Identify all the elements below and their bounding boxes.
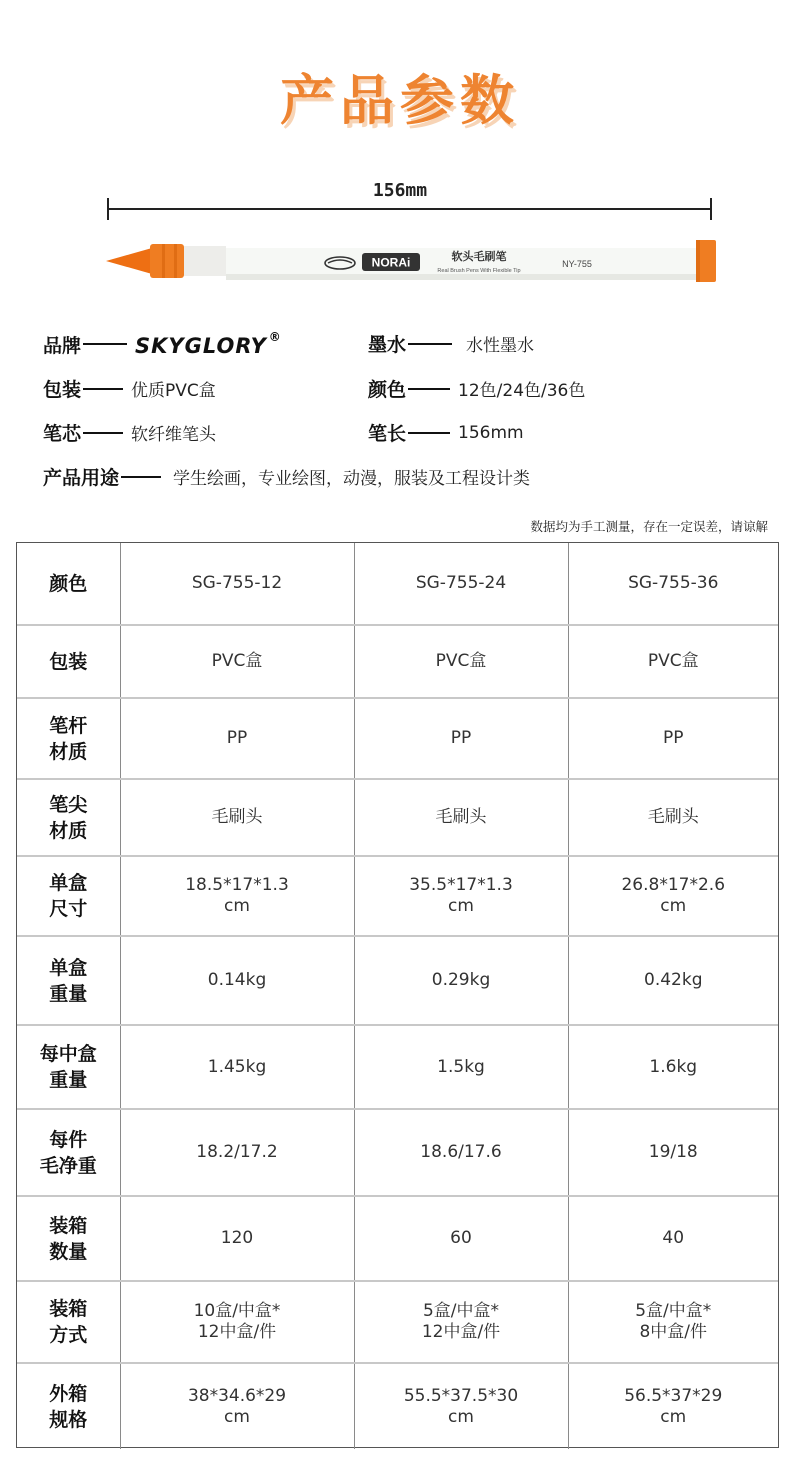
row-label — [17, 625, 120, 698]
row-label — [17, 936, 120, 1025]
cell-line: 55.5*37.5*30 — [403, 1385, 519, 1406]
row-label-line: 方式 — [49, 1324, 88, 1346]
pen-subtitle: Real Brush Pens With Flexible Tip — [437, 268, 521, 274]
table-cell — [354, 856, 568, 936]
cell-line: 0.14kg — [207, 970, 267, 990]
spec-length-label: 笔长 — [368, 423, 407, 445]
spec-ink-label: 墨水 — [368, 334, 407, 356]
table-cell — [354, 779, 568, 856]
cell-line: 0.29kg — [431, 970, 491, 990]
table-cell — [120, 1196, 354, 1281]
table-row — [17, 625, 778, 698]
table-row — [17, 779, 778, 856]
row-label — [17, 698, 120, 779]
row-label-line: 材质 — [49, 819, 88, 842]
spec-pack-value: 优质PVC盒 — [131, 381, 216, 401]
spec-core-value: 软纤维笔头 — [131, 425, 217, 445]
table-row — [17, 543, 778, 625]
row-label — [17, 543, 120, 625]
cell-line: 1.5kg — [437, 1056, 485, 1077]
table-row — [17, 1025, 778, 1109]
row-label-line: 包装 — [49, 650, 88, 673]
brush-pen-image — [104, 236, 720, 286]
spec-brand — [43, 330, 282, 358]
cell-line: SG-755-24 — [415, 573, 507, 593]
pen-grip — [184, 246, 228, 276]
cell-line: 1.45kg — [207, 1056, 267, 1077]
spec-usage — [43, 463, 530, 490]
table-row — [17, 698, 778, 779]
dimension-line — [108, 208, 712, 210]
table-row — [17, 936, 778, 1025]
table-cell — [120, 936, 354, 1025]
cell-line: 1.6kg — [649, 1056, 698, 1077]
cell-line: 5盒/中盒* — [635, 1301, 712, 1321]
table-cell — [568, 698, 778, 779]
pen-length-label: 156mm — [372, 180, 428, 201]
row-label-line: 毛净重 — [39, 1154, 97, 1177]
cell-line: cm — [448, 1406, 474, 1427]
measurement-note: 数据均为手工测量，存在一定误差，请谅解 — [530, 519, 768, 534]
params-table — [17, 543, 778, 1449]
row-label-line: 每中盒 — [39, 1043, 97, 1065]
spec-color-value: 12色/24色/36色 — [458, 381, 586, 401]
registered-mark: ® — [268, 330, 282, 344]
spec-ink-value: 水性墨水 — [466, 336, 535, 356]
row-label-line: 数量 — [49, 1240, 88, 1263]
table-cell — [568, 936, 778, 1025]
table-cell — [354, 1025, 568, 1109]
table-cell — [568, 1025, 778, 1109]
cell-line: 26.8*17*2.6 — [621, 875, 726, 895]
cell-line: SG-755-12 — [191, 573, 283, 593]
cell-line: 12中盒/件 — [197, 1322, 277, 1342]
skyglory-logo: SKYGLORY ® — [135, 330, 282, 358]
row-label-line: 每件 — [49, 1128, 88, 1151]
cell-line: cm — [224, 1406, 250, 1427]
table-cell — [120, 698, 354, 779]
table-cell — [120, 1109, 354, 1196]
cell-line: 5盒/中盒* — [422, 1301, 500, 1321]
table-cell — [120, 1281, 354, 1363]
cell-line: cm — [660, 896, 687, 916]
row-label-line: 单盒 — [49, 872, 88, 894]
cell-line: 38*34.6*29 — [187, 1385, 287, 1406]
cell-line: 56.5*37*29 — [624, 1385, 723, 1406]
table-row — [17, 1109, 778, 1196]
row-label-line: 单盒 — [49, 956, 88, 979]
cell-line: 40 — [662, 1228, 685, 1248]
table-row — [17, 856, 778, 936]
cell-line: PP — [450, 728, 472, 748]
cell-line: cm — [224, 896, 250, 916]
cell-line: 120 — [220, 1228, 254, 1248]
table-cell — [568, 1109, 778, 1196]
row-label-line: 重量 — [49, 1069, 88, 1091]
table-cell — [120, 543, 354, 625]
cell-line: 10盒/中盒* — [193, 1301, 281, 1321]
table-cell — [568, 856, 778, 936]
spec-usage-label: 产品用途 — [43, 467, 120, 489]
dimension-tick-right — [710, 198, 712, 220]
page-title: 产品参数 — [280, 69, 520, 132]
table-row — [17, 1196, 778, 1281]
table-cell — [568, 1363, 778, 1449]
cell-line: 19/18 — [648, 1142, 698, 1162]
row-label-line: 笔杆 — [49, 714, 88, 737]
cell-line: PVC盒 — [647, 651, 699, 671]
cell-line: 18.5*17*1.3 — [185, 875, 289, 895]
row-label-line: 装箱 — [49, 1214, 88, 1237]
row-label-line: 颜色 — [49, 572, 88, 595]
table-cell — [354, 543, 568, 625]
cell-line: 12中盒/件 — [421, 1322, 501, 1342]
table-cell — [354, 1196, 568, 1281]
cell-line: PP — [226, 728, 248, 748]
table-row — [17, 1281, 778, 1363]
spec-pack-label: 包装 — [43, 379, 82, 401]
row-label — [17, 856, 120, 936]
table-cell — [120, 1025, 354, 1109]
cell-line: cm — [660, 1406, 687, 1427]
spec-pack — [43, 375, 216, 402]
table-cell — [354, 625, 568, 698]
spec-color-label: 颜色 — [368, 379, 407, 401]
row-label-line: 外箱 — [49, 1382, 88, 1405]
table-cell — [568, 1196, 778, 1281]
table-cell — [354, 698, 568, 779]
row-label — [17, 1281, 120, 1363]
dimension-tick-left — [107, 198, 109, 220]
cell-line: 0.42kg — [644, 970, 703, 990]
spec-ink — [368, 330, 534, 357]
spec-length — [368, 419, 524, 446]
table-cell — [354, 1363, 568, 1449]
spec-color — [368, 375, 585, 402]
table-cell — [120, 625, 354, 698]
cell-line: 毛刷头 — [211, 807, 263, 827]
row-label-line: 材质 — [49, 740, 88, 763]
pen-brand: NORAi — [371, 255, 411, 270]
table-cell — [354, 936, 568, 1025]
spec-brand-label: 品牌 — [43, 334, 82, 357]
table-cell — [568, 625, 778, 698]
row-label — [17, 779, 120, 856]
pen-nib-holder — [150, 244, 184, 278]
row-label — [17, 1196, 120, 1281]
cell-line: cm — [448, 896, 474, 916]
table-cell — [354, 1281, 568, 1363]
cell-line: SG-755-36 — [628, 573, 719, 593]
cell-line: PP — [662, 728, 684, 748]
row-label-line: 笔尖 — [49, 793, 88, 816]
row-label-line: 重量 — [49, 982, 88, 1005]
spec-length-value: 156mm — [458, 422, 524, 443]
cell-line: 35.5*17*1.3 — [409, 875, 513, 895]
spec-core — [43, 419, 216, 446]
row-label-line: 尺寸 — [49, 898, 88, 920]
row-label-line: 装箱 — [49, 1298, 88, 1320]
table-cell — [120, 856, 354, 936]
cell-line: 毛刷头 — [647, 807, 699, 827]
table-cell — [568, 543, 778, 625]
row-label-line: 规格 — [49, 1408, 88, 1431]
cell-line: 60 — [450, 1228, 472, 1248]
pen-brush-tip — [106, 248, 152, 274]
cell-line: PVC盒 — [211, 651, 263, 671]
table-row — [17, 1363, 778, 1449]
pen-label-cn: 软头毛刷笔 — [451, 250, 507, 263]
table-cell — [568, 779, 778, 856]
table-cell — [120, 1363, 354, 1449]
cell-line: PVC盒 — [435, 651, 487, 671]
spec-usage-value: 学生绘画，专业绘图，动漫，服装及工程设计类 — [173, 469, 531, 489]
row-label — [17, 1109, 120, 1196]
row-label — [17, 1025, 120, 1109]
pen-model: NY-755 — [562, 259, 592, 269]
cell-line: 18.2/17.2 — [196, 1142, 278, 1162]
table-cell — [354, 1109, 568, 1196]
cell-line: 18.6/17.6 — [420, 1142, 502, 1162]
row-label — [17, 1363, 120, 1449]
table-cell — [568, 1281, 778, 1363]
spec-core-label: 笔芯 — [43, 423, 82, 445]
cell-line: 8中盒/件 — [639, 1322, 708, 1342]
table-cell — [120, 779, 354, 856]
cell-line: 毛刷头 — [435, 807, 487, 827]
